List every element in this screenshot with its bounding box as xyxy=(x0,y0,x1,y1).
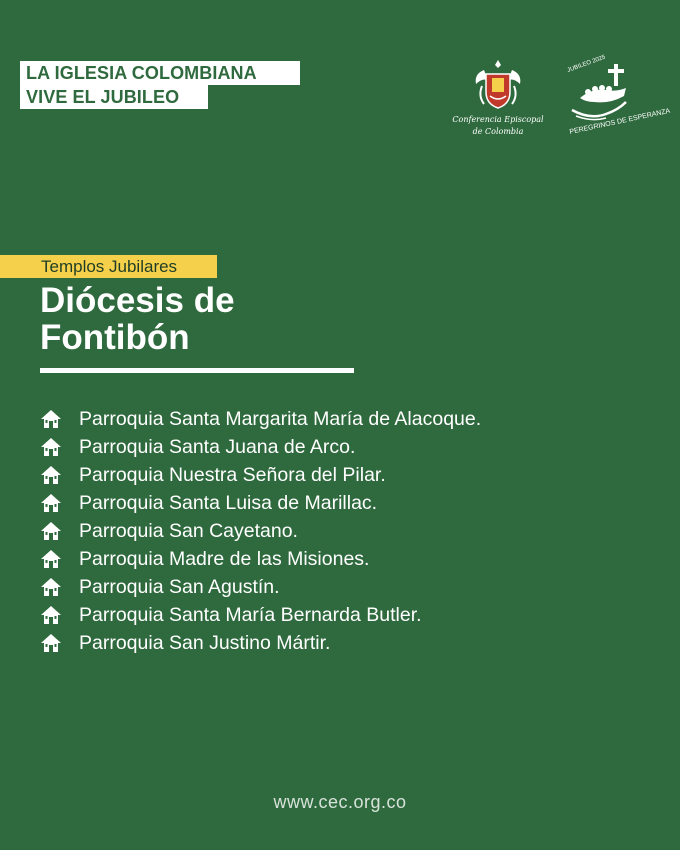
parish-name: Parroquia Nuestra Señora del Pilar. xyxy=(79,463,386,486)
cec-text-1: Conferencia Episcopal xyxy=(452,115,544,124)
page-title xyxy=(40,282,380,356)
list-item xyxy=(40,489,481,517)
cec-text-2: de Colombia xyxy=(472,127,524,136)
church-icon xyxy=(40,549,62,569)
parish-name: Parroquia Santa María Bernarda Butler. xyxy=(79,603,422,626)
list-item xyxy=(40,545,481,573)
church-icon xyxy=(40,409,62,429)
parish-name: Parroquia San Agustín. xyxy=(79,575,280,598)
list-item xyxy=(40,601,481,629)
church-icon xyxy=(40,521,62,541)
list-item xyxy=(40,461,481,489)
title-line-1: Diócesis de xyxy=(40,281,235,320)
header-line-1: LA IGLESIA COLOMBIANA xyxy=(20,61,300,85)
jubileo-bottom-text: PEREGRINOS DE ESPERANZA xyxy=(568,107,671,136)
parish-name: Parroquia Santa Juana de Arco. xyxy=(79,435,356,458)
church-icon xyxy=(40,577,62,597)
subtitle-tag: Templos Jubilares xyxy=(0,255,217,278)
parish-name: Parroquia Madre de las Misiones. xyxy=(79,547,370,570)
jubilee-2025-logo-icon xyxy=(572,64,626,120)
coat-of-arms-icon xyxy=(476,60,521,108)
website-link[interactable]: www.cec.org.co xyxy=(273,792,407,812)
header-line-2: VIVE EL JUBILEO xyxy=(20,85,208,109)
list-item xyxy=(40,573,481,601)
parish-name: Parroquia San Cayetano. xyxy=(79,519,298,542)
church-icon xyxy=(40,465,62,485)
list-item xyxy=(40,517,481,545)
parish-list xyxy=(40,405,481,657)
list-item xyxy=(40,629,481,657)
list-item xyxy=(40,405,481,433)
title-line-2: Fontibón xyxy=(40,318,190,357)
church-icon xyxy=(40,605,62,625)
parish-name: Parroquia Santa Margarita María de Alacoque. xyxy=(79,407,482,430)
church-icon xyxy=(40,633,62,653)
church-icon xyxy=(40,437,62,457)
parish-name: Parroquia San Justino Mártir. xyxy=(79,631,331,654)
title-divider xyxy=(40,368,354,373)
list-item xyxy=(40,433,481,461)
church-icon xyxy=(40,493,62,513)
header-badge xyxy=(20,61,300,109)
cec-logo xyxy=(452,56,544,146)
parish-name: Parroquia Santa Luisa de Marillac. xyxy=(79,491,378,514)
jubileo-logo xyxy=(562,54,671,142)
jubileo-top-text: JUBILEO 2025 xyxy=(566,54,607,74)
